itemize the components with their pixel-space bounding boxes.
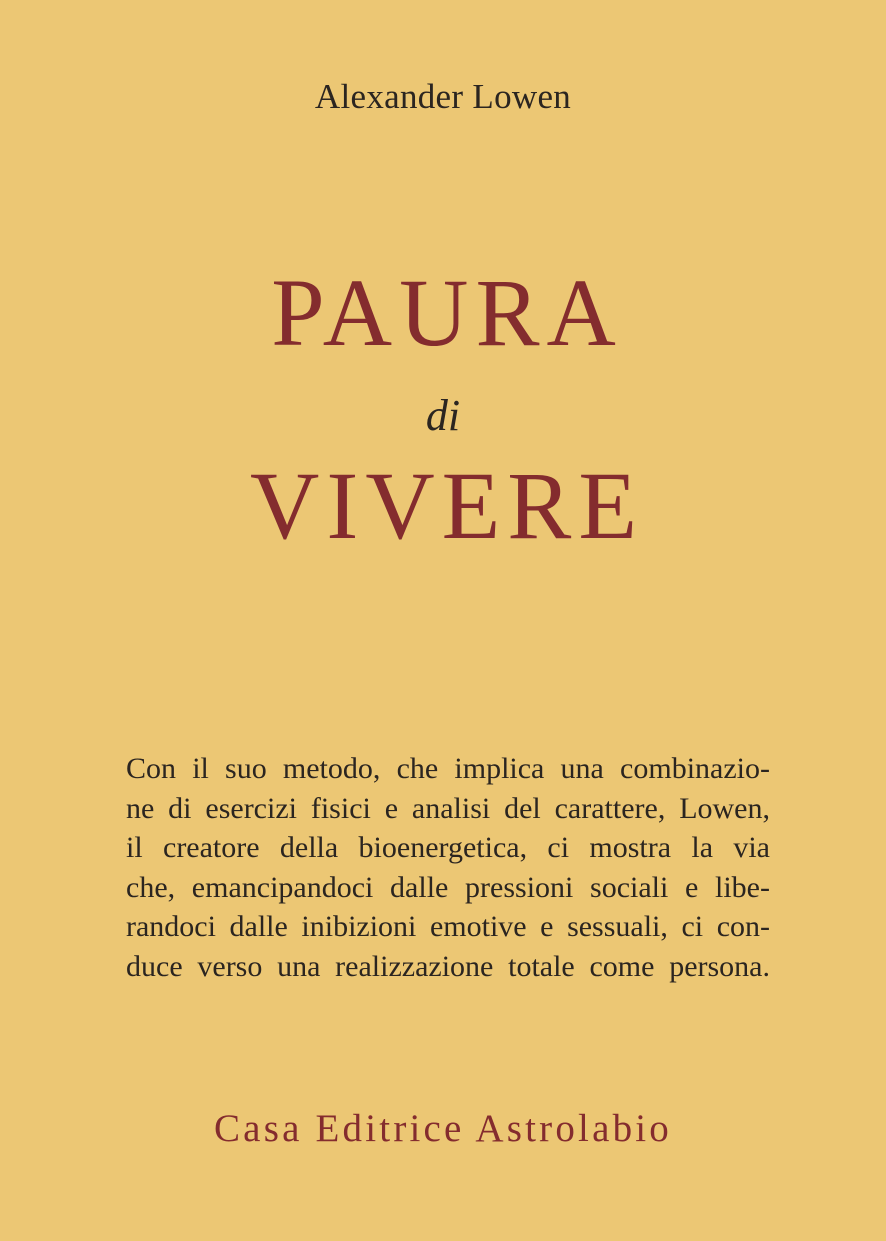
title-connector: di — [425, 391, 461, 440]
blurb-line: duce verso una realizzazione totale come persona. — [126, 949, 770, 983]
blurb-line: che, emancipandoci dalle pressioni sociali e libe- — [126, 870, 770, 904]
publisher-name: Casa Editrice Astrolabio — [213, 1107, 673, 1150]
title-line-2: VIVERE — [250, 452, 644, 559]
cover-blurb — [126, 749, 770, 986]
author-name: Alexander Lowen — [314, 77, 572, 116]
blurb-line: il creatore della bioenergetica, ci mostra la via — [126, 831, 770, 864]
blurb-line: Con il suo metodo, che implica una combinazio- — [126, 752, 770, 785]
title-line-1: PAURA — [271, 259, 623, 366]
blurb-line: ne di esercizi fisici e analisi del carattere, Lowen, — [126, 791, 770, 825]
blurb-line: randoci dalle inibizioni emotive e sessuali, ci con- — [126, 910, 770, 943]
